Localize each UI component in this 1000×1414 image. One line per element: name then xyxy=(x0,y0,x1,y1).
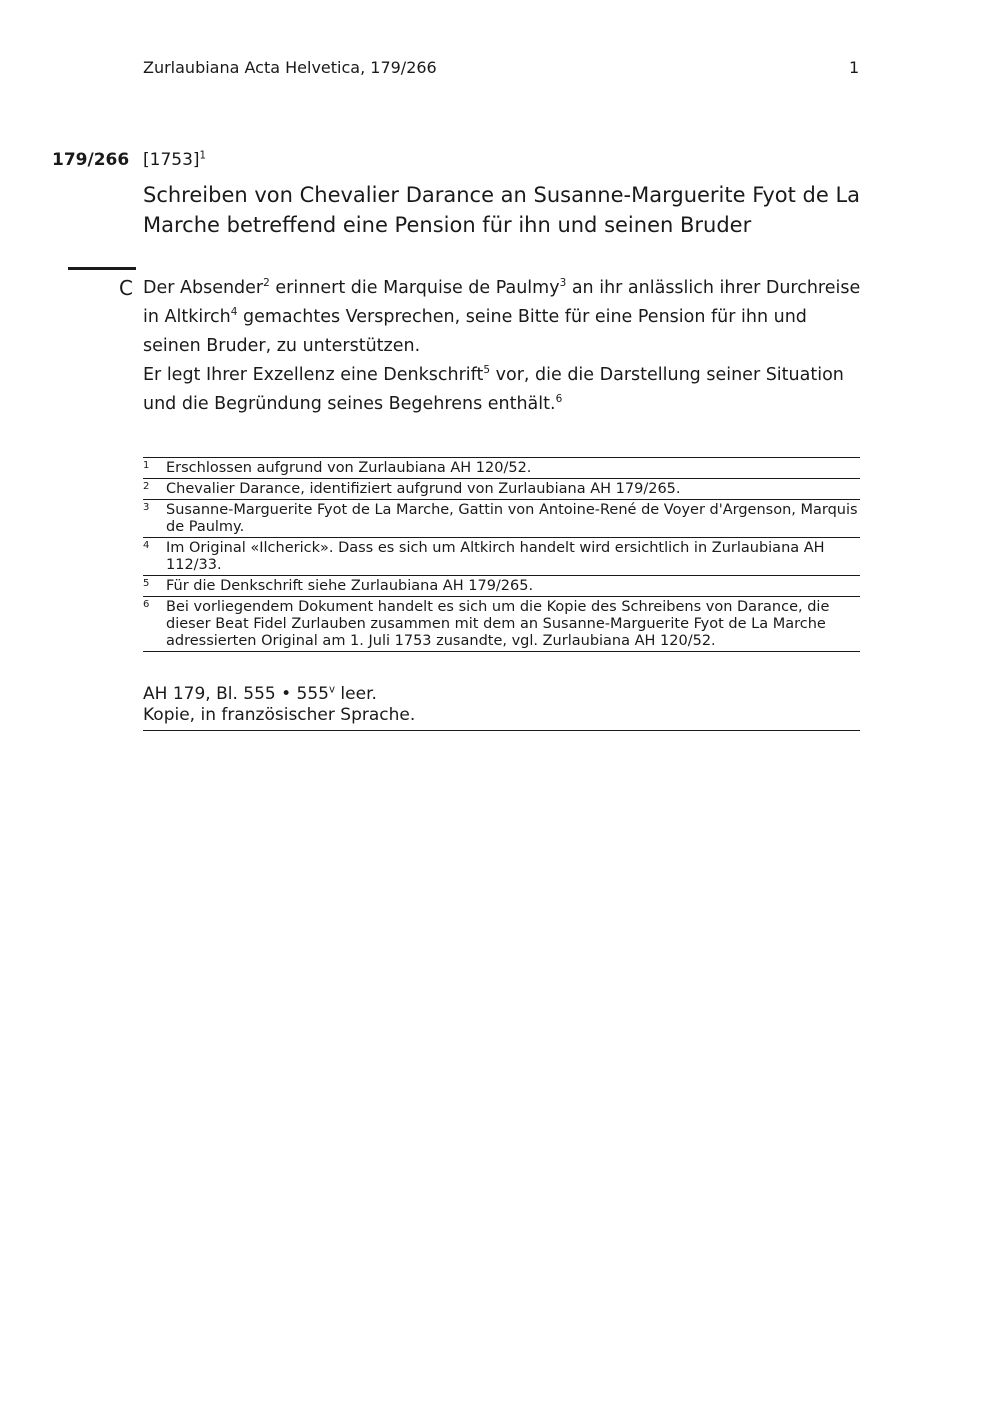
footnote-ref-3: 3 xyxy=(559,277,567,290)
summary-text: vor, die die Darstellung seiner Situation und die Begründung seines Begehrens enthält. xyxy=(143,365,844,414)
footnote xyxy=(143,597,860,652)
footnotes xyxy=(143,457,860,652)
footnote-number: 2 xyxy=(143,481,150,492)
summary-text: erinnert die Marquise de Paulmy xyxy=(269,278,560,298)
footnote-text: Chevalier Darance, identifiziert aufgrund von Zurlaubiana AH 179/265. xyxy=(166,481,681,497)
footnote-number: 1 xyxy=(143,460,150,471)
footnote-number: 3 xyxy=(143,502,150,513)
footnote xyxy=(143,576,860,597)
footnote-ref-5: 5 xyxy=(483,364,491,377)
footnote-number: 5 xyxy=(143,578,150,589)
source-description: Kopie, in französischer Sprache. xyxy=(143,705,416,725)
footnote-text: Bei vorliegendem Dokument handelt es sich um die Kopie des Schreibens von Darance, die dieser Beat Fidel Zurlauben zusammen mit dem an Susanne-Marguerite Fyot de La Marche adressierten Original am 1. Juli 1753 zusandte, vgl. Zurlaubiana AH 120/52. xyxy=(166,599,830,649)
running-head: Zurlaubiana Acta Helvetica, 179/266 xyxy=(143,58,437,77)
source-note xyxy=(143,684,860,731)
summary-paragraph-1 xyxy=(143,274,863,361)
footnote-ref-2: 2 xyxy=(263,277,270,290)
footnote-ref-1: 1 xyxy=(199,150,207,162)
document-date xyxy=(143,150,206,170)
source-location xyxy=(143,684,860,705)
source-text: leer. xyxy=(335,684,377,704)
footnote xyxy=(143,500,860,538)
summary-paragraph-2 xyxy=(143,361,863,419)
footnote-number: 6 xyxy=(143,599,150,610)
footnote-text: Im Original «Ilcherick». Dass es sich um Altkirch handelt wird ersichtlich in Zurlaubiana AH 112/33. xyxy=(166,540,825,573)
footnote-ref-4: 4 xyxy=(230,306,238,319)
page-number: 1 xyxy=(849,58,860,77)
summary-text: Er legt Ihrer Exzellenz eine Denkschrift xyxy=(143,365,484,385)
section-rule xyxy=(68,267,136,270)
document-number: 179/266 xyxy=(52,150,130,170)
document-title: Schreiben von Chevalier Darance an Susanne-Marguerite Fyot de La Marche betreffend eine Pension für ihn und seinen Bruder xyxy=(143,183,861,237)
footnote-number: 4 xyxy=(143,540,150,551)
footnote xyxy=(143,479,860,500)
footnote-text: Susanne-Marguerite Fyot de La Marche, Gattin von Antoine-René de Voyer d'Argenson, Marquis de Paulmy. xyxy=(166,502,858,535)
footnote-text: Für die Denkschrift siehe Zurlaubiana AH 179/265. xyxy=(166,578,534,594)
footnote-ref-6: 6 xyxy=(555,393,563,406)
footnote xyxy=(143,458,860,479)
summary xyxy=(143,274,863,419)
summary-text: an ihr anlässlich ihrer Durchreise in Altkirch xyxy=(143,278,861,327)
date-text: [1753] xyxy=(143,150,200,170)
summary-text: Der Absender xyxy=(143,278,264,298)
footnote-text: Erschlossen aufgrund von Zurlaubiana AH 120/52. xyxy=(166,460,532,476)
source-text: AH 179, Bl. 555 • 555 xyxy=(143,684,329,704)
copy-marker: C xyxy=(119,276,133,300)
footnote xyxy=(143,538,860,576)
summary-text: gemachtes Versprechen, seine Bitte für eine Pension für ihn und seinen Bruder, zu unterstützen. xyxy=(143,307,807,356)
verso-mark: v xyxy=(329,684,336,696)
